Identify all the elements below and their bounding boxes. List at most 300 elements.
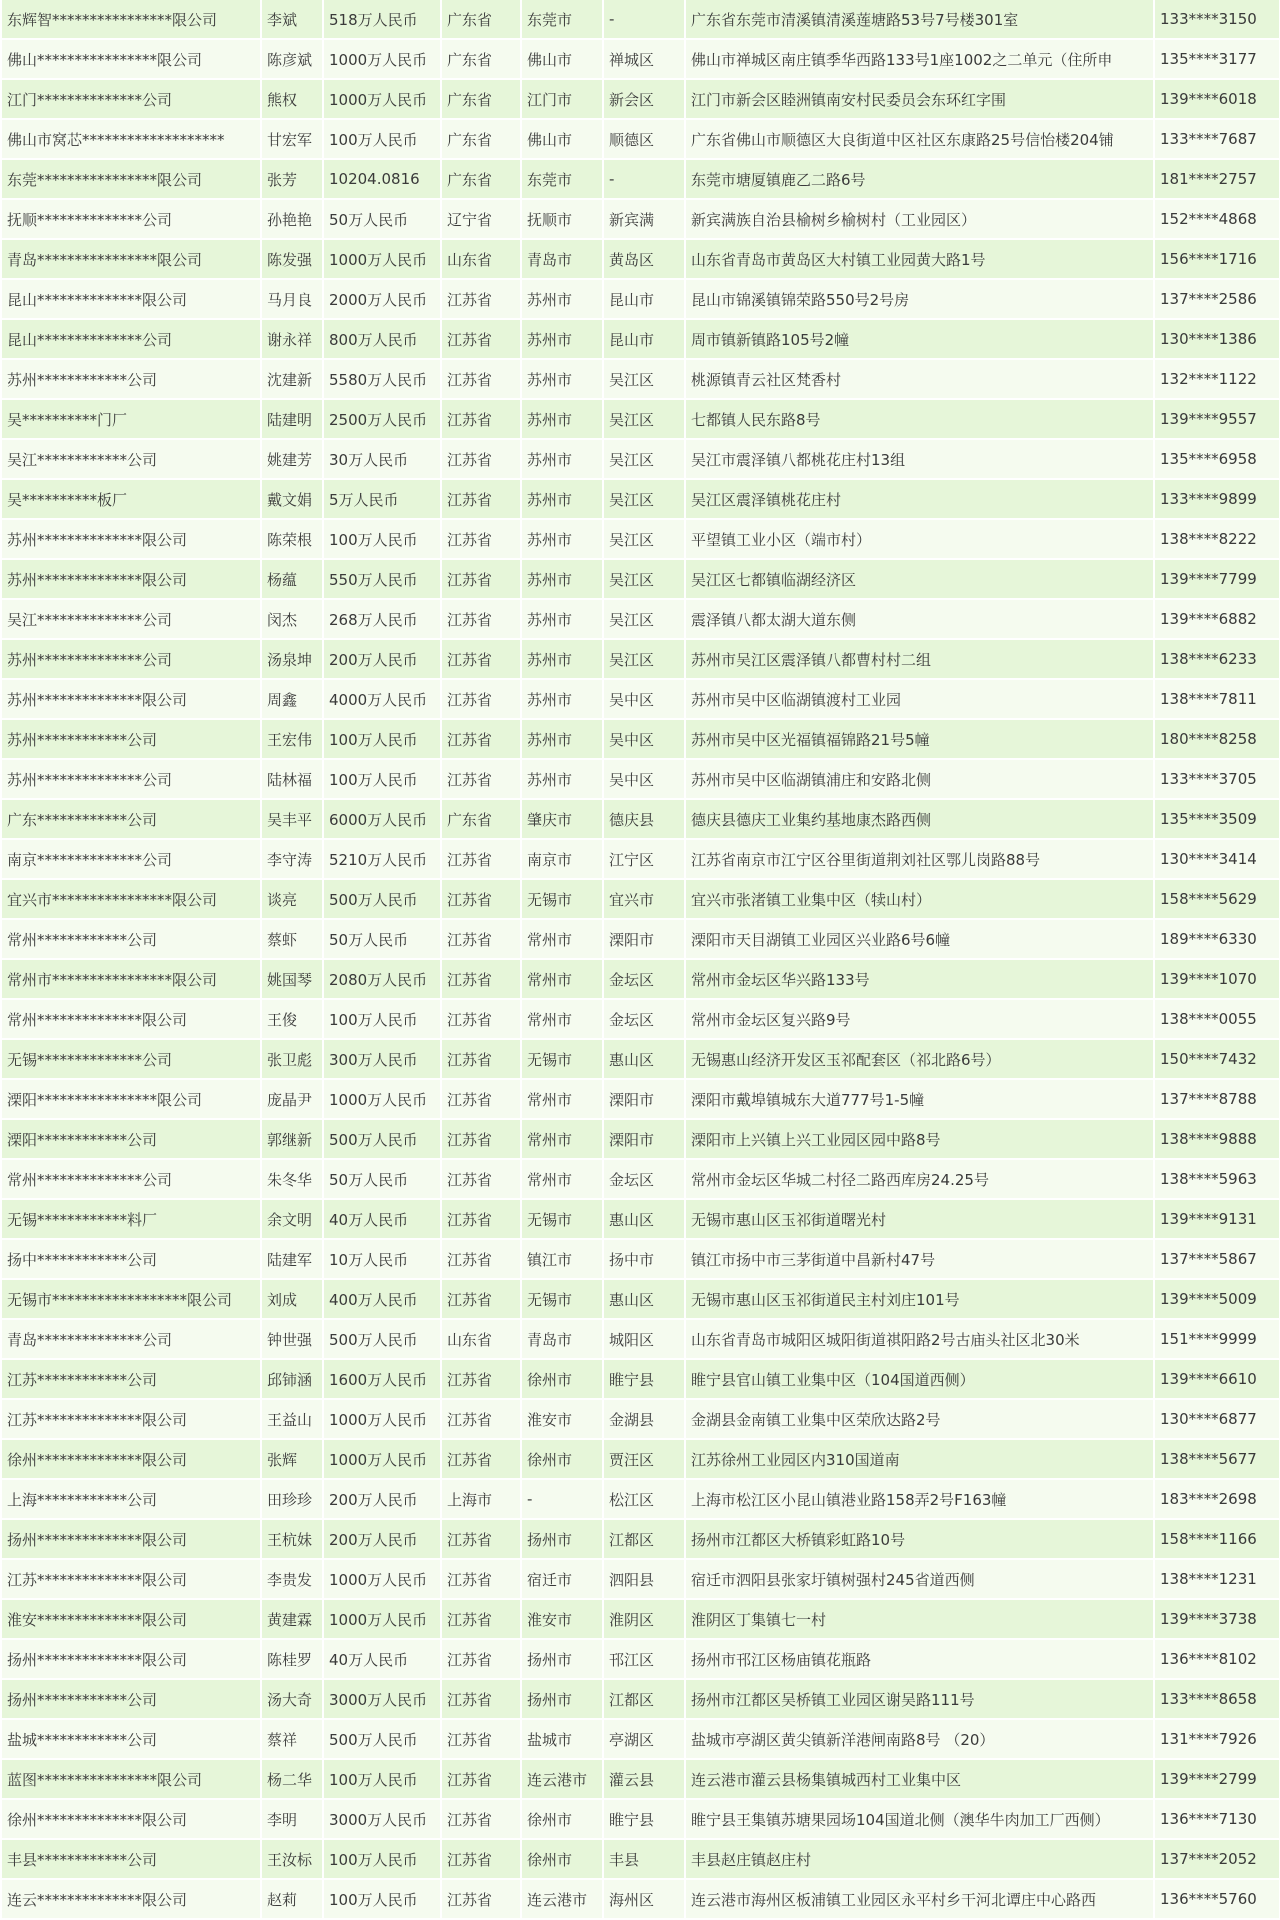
table-row bbox=[2, 1120, 1279, 1160]
contact-name-cell: 马月良 bbox=[262, 280, 324, 320]
city-cell: 苏州市 bbox=[522, 680, 604, 720]
registered-capital-cell: 100万人民币 bbox=[324, 520, 442, 560]
contact-name-cell: 陆建明 bbox=[262, 400, 324, 440]
contact-name-cell: 李守涛 bbox=[262, 840, 324, 880]
province-cell: 江苏省 bbox=[442, 600, 522, 640]
address-cell: 桃源镇青云社区梵香村 bbox=[686, 360, 1155, 400]
contact-name-cell: 吴丰平 bbox=[262, 800, 324, 840]
province-cell: 江苏省 bbox=[442, 920, 522, 960]
phone-cell: 133****9899 bbox=[1155, 480, 1279, 520]
table-body bbox=[2, 0, 1279, 1920]
city-cell: 苏州市 bbox=[522, 360, 604, 400]
phone-cell: 137****2052 bbox=[1155, 1840, 1279, 1880]
province-cell: 江苏省 bbox=[442, 360, 522, 400]
district-cell: 泗阳县 bbox=[604, 1560, 686, 1600]
district-cell: - bbox=[604, 160, 686, 200]
company-name-cell: 无锡市******************限公司 bbox=[2, 1280, 262, 1320]
province-cell: 江苏省 bbox=[442, 880, 522, 920]
company-name-cell: 吴**********板厂 bbox=[2, 480, 262, 520]
registered-capital-cell: 50万人民币 bbox=[324, 920, 442, 960]
contact-name-cell: 熊权 bbox=[262, 80, 324, 120]
phone-cell: 152****4868 bbox=[1155, 200, 1279, 240]
address-cell: 扬州市江都区大桥镇彩虹路10号 bbox=[686, 1520, 1155, 1560]
city-cell: 无锡市 bbox=[522, 1280, 604, 1320]
phone-cell: 139****9131 bbox=[1155, 1200, 1279, 1240]
company-name-cell: 上海************公司 bbox=[2, 1480, 262, 1520]
company-name-cell: 苏州**************限公司 bbox=[2, 560, 262, 600]
city-cell: 徐州市 bbox=[522, 1440, 604, 1480]
city-cell: 苏州市 bbox=[522, 640, 604, 680]
city-cell: 青岛市 bbox=[522, 240, 604, 280]
address-cell: 上海市松江区小昆山镇港业路158弄2号F163幢 bbox=[686, 1480, 1155, 1520]
address-cell: 常州市金坛区华城二村径二路西库房24.25号 bbox=[686, 1160, 1155, 1200]
contact-name-cell: 朱冬华 bbox=[262, 1160, 324, 1200]
district-cell: 邗江区 bbox=[604, 1640, 686, 1680]
address-cell: 江门市新会区睦洲镇南安村民委员会东环红字围 bbox=[686, 80, 1155, 120]
address-cell: 江苏徐州工业园区内310国道南 bbox=[686, 1440, 1155, 1480]
registered-capital-cell: 100万人民币 bbox=[324, 1000, 442, 1040]
registered-capital-cell: 200万人民币 bbox=[324, 1520, 442, 1560]
registered-capital-cell: 5580万人民币 bbox=[324, 360, 442, 400]
district-cell: 吴江区 bbox=[604, 640, 686, 680]
district-cell: 睢宁县 bbox=[604, 1800, 686, 1840]
city-cell: 连云港市 bbox=[522, 1880, 604, 1920]
district-cell: 江宁区 bbox=[604, 840, 686, 880]
phone-cell: 181****2757 bbox=[1155, 160, 1279, 200]
registered-capital-cell: 200万人民币 bbox=[324, 640, 442, 680]
company-name-cell: 吴**********门厂 bbox=[2, 400, 262, 440]
company-name-cell: 蓝图****************限公司 bbox=[2, 1760, 262, 1800]
phone-cell: 139****6610 bbox=[1155, 1360, 1279, 1400]
contact-name-cell: 李贵发 bbox=[262, 1560, 324, 1600]
table-row bbox=[2, 680, 1279, 720]
table-row bbox=[2, 800, 1279, 840]
company-name-cell: 溧阳****************限公司 bbox=[2, 1080, 262, 1120]
address-cell: 溧阳市天目湖镇工业园区兴业路6号6幢 bbox=[686, 920, 1155, 960]
district-cell: 江都区 bbox=[604, 1680, 686, 1720]
district-cell: 吴江区 bbox=[604, 560, 686, 600]
city-cell: - bbox=[522, 1480, 604, 1520]
phone-cell: 130****6877 bbox=[1155, 1400, 1279, 1440]
province-cell: 广东省 bbox=[442, 40, 522, 80]
company-name-cell: 苏州**************限公司 bbox=[2, 520, 262, 560]
district-cell: 江都区 bbox=[604, 1520, 686, 1560]
company-name-cell: 徐州**************限公司 bbox=[2, 1440, 262, 1480]
registered-capital-cell: 100万人民币 bbox=[324, 120, 442, 160]
table-row bbox=[2, 520, 1279, 560]
registered-capital-cell: 800万人民币 bbox=[324, 320, 442, 360]
contact-name-cell: 陈桂罗 bbox=[262, 1640, 324, 1680]
table-row bbox=[2, 1640, 1279, 1680]
contact-name-cell: 杨蕴 bbox=[262, 560, 324, 600]
contact-name-cell: 戴文娟 bbox=[262, 480, 324, 520]
phone-cell: 139****5009 bbox=[1155, 1280, 1279, 1320]
company-name-cell: 溧阳************公司 bbox=[2, 1120, 262, 1160]
registered-capital-cell: 300万人民币 bbox=[324, 1040, 442, 1080]
company-name-cell: 苏州**************公司 bbox=[2, 760, 262, 800]
contact-name-cell: 沈建新 bbox=[262, 360, 324, 400]
address-cell: 连云港市海州区板浦镇工业园区永平村乡干河北谭庄中心路西 bbox=[686, 1880, 1155, 1920]
phone-cell: 133****3705 bbox=[1155, 760, 1279, 800]
province-cell: 江苏省 bbox=[442, 1520, 522, 1560]
province-cell: 江苏省 bbox=[442, 1280, 522, 1320]
city-cell: 扬州市 bbox=[522, 1640, 604, 1680]
registered-capital-cell: 100万人民币 bbox=[324, 1880, 442, 1920]
address-cell: 震泽镇八都太湖大道东侧 bbox=[686, 600, 1155, 640]
address-cell: 山东省青岛市黄岛区大村镇工业园黄大路1号 bbox=[686, 240, 1155, 280]
table-row bbox=[2, 960, 1279, 1000]
registered-capital-cell: 1000万人民币 bbox=[324, 1080, 442, 1120]
table-row bbox=[2, 1160, 1279, 1200]
province-cell: 广东省 bbox=[442, 80, 522, 120]
district-cell: 金坛区 bbox=[604, 1000, 686, 1040]
table-row bbox=[2, 400, 1279, 440]
table-row bbox=[2, 40, 1279, 80]
phone-cell: 131****7926 bbox=[1155, 1720, 1279, 1760]
table-row bbox=[2, 1800, 1279, 1840]
address-cell: 无锡惠山经济开发区玉祁配套区（祁北路6号） bbox=[686, 1040, 1155, 1080]
phone-cell: 135****3177 bbox=[1155, 40, 1279, 80]
table-row bbox=[2, 1040, 1279, 1080]
address-cell: 扬州市江都区吴桥镇工业园区谢吴路111号 bbox=[686, 1680, 1155, 1720]
city-cell: 苏州市 bbox=[522, 480, 604, 520]
registered-capital-cell: 10204.0816 bbox=[324, 160, 442, 200]
address-cell: 金湖县金南镇工业集中区荣欣达路2号 bbox=[686, 1400, 1155, 1440]
table-row bbox=[2, 280, 1279, 320]
table-row bbox=[2, 840, 1279, 880]
address-cell: 江苏省南京市江宁区谷里街道荆刘社区鄂儿岗路88号 bbox=[686, 840, 1155, 880]
contact-name-cell: 李斌 bbox=[262, 0, 324, 40]
table-row bbox=[2, 920, 1279, 960]
registered-capital-cell: 1000万人民币 bbox=[324, 1400, 442, 1440]
company-name-cell: 苏州************公司 bbox=[2, 720, 262, 760]
province-cell: 江苏省 bbox=[442, 680, 522, 720]
province-cell: 江苏省 bbox=[442, 640, 522, 680]
company-name-cell: 抚顺**************公司 bbox=[2, 200, 262, 240]
contact-name-cell: 王杭妹 bbox=[262, 1520, 324, 1560]
phone-cell: 158****5629 bbox=[1155, 880, 1279, 920]
registered-capital-cell: 1000万人民币 bbox=[324, 1440, 442, 1480]
company-name-cell: 扬州************公司 bbox=[2, 1680, 262, 1720]
city-cell: 扬州市 bbox=[522, 1680, 604, 1720]
table-row bbox=[2, 1720, 1279, 1760]
table-row bbox=[2, 720, 1279, 760]
registered-capital-cell: 100万人民币 bbox=[324, 1840, 442, 1880]
table-row bbox=[2, 1520, 1279, 1560]
company-name-cell: 佛山****************限公司 bbox=[2, 40, 262, 80]
phone-cell: 138****0055 bbox=[1155, 1000, 1279, 1040]
province-cell: 江苏省 bbox=[442, 1080, 522, 1120]
city-cell: 扬州市 bbox=[522, 1520, 604, 1560]
table-row bbox=[2, 1600, 1279, 1640]
table-row bbox=[2, 1760, 1279, 1800]
province-cell: 江苏省 bbox=[442, 1360, 522, 1400]
address-cell: 新宾满族自治县榆树乡榆树村（工业园区） bbox=[686, 200, 1155, 240]
phone-cell: 138****5677 bbox=[1155, 1440, 1279, 1480]
registered-capital-cell: 518万人民币 bbox=[324, 0, 442, 40]
province-cell: 江苏省 bbox=[442, 1160, 522, 1200]
contact-name-cell: 黄建霖 bbox=[262, 1600, 324, 1640]
table-row bbox=[2, 600, 1279, 640]
contact-name-cell: 王汝标 bbox=[262, 1840, 324, 1880]
province-cell: 江苏省 bbox=[442, 1640, 522, 1680]
address-cell: 广东省佛山市顺德区大良街道中区社区东康路25号信怡楼204铺 bbox=[686, 120, 1155, 160]
address-cell: 无锡市惠山区玉祁街道民主村刘庄101号 bbox=[686, 1280, 1155, 1320]
company-name-cell: 南京**************公司 bbox=[2, 840, 262, 880]
address-cell: 连云港市灌云县杨集镇城西村工业集中区 bbox=[686, 1760, 1155, 1800]
table-row bbox=[2, 1480, 1279, 1520]
address-cell: 七都镇人民东路8号 bbox=[686, 400, 1155, 440]
contact-name-cell: 田珍珍 bbox=[262, 1480, 324, 1520]
province-cell: 江苏省 bbox=[442, 480, 522, 520]
registered-capital-cell: 1000万人民币 bbox=[324, 240, 442, 280]
company-name-cell: 常州**************限公司 bbox=[2, 1000, 262, 1040]
district-cell: 吴江区 bbox=[604, 600, 686, 640]
phone-cell: 136****7130 bbox=[1155, 1800, 1279, 1840]
table-row bbox=[2, 640, 1279, 680]
district-cell: - bbox=[604, 0, 686, 40]
registered-capital-cell: 500万人民币 bbox=[324, 1720, 442, 1760]
contact-name-cell: 姚国琴 bbox=[262, 960, 324, 1000]
registered-capital-cell: 500万人民币 bbox=[324, 1320, 442, 1360]
province-cell: 江苏省 bbox=[442, 1120, 522, 1160]
company-name-cell: 江苏**************限公司 bbox=[2, 1400, 262, 1440]
contact-name-cell: 蔡虾 bbox=[262, 920, 324, 960]
district-cell: 惠山区 bbox=[604, 1040, 686, 1080]
district-cell: 淮阴区 bbox=[604, 1600, 686, 1640]
district-cell: 吴中区 bbox=[604, 760, 686, 800]
phone-cell: 137****5867 bbox=[1155, 1240, 1279, 1280]
province-cell: 江苏省 bbox=[442, 720, 522, 760]
company-name-cell: 苏州************公司 bbox=[2, 360, 262, 400]
table-row bbox=[2, 160, 1279, 200]
phone-cell: 139****1070 bbox=[1155, 960, 1279, 1000]
company-name-cell: 吴江************公司 bbox=[2, 440, 262, 480]
contact-name-cell: 孙艳艳 bbox=[262, 200, 324, 240]
district-cell: 睢宁县 bbox=[604, 1360, 686, 1400]
district-cell: 吴中区 bbox=[604, 720, 686, 760]
contact-name-cell: 汤大奇 bbox=[262, 1680, 324, 1720]
province-cell: 江苏省 bbox=[442, 1680, 522, 1720]
contact-name-cell: 汤泉坤 bbox=[262, 640, 324, 680]
phone-cell: 138****1231 bbox=[1155, 1560, 1279, 1600]
phone-cell: 133****3150 bbox=[1155, 0, 1279, 40]
contact-name-cell: 王益山 bbox=[262, 1400, 324, 1440]
table-row bbox=[2, 1440, 1279, 1480]
district-cell: 昆山市 bbox=[604, 280, 686, 320]
city-cell: 抚顺市 bbox=[522, 200, 604, 240]
district-cell: 亭湖区 bbox=[604, 1720, 686, 1760]
contact-name-cell: 庞晶尹 bbox=[262, 1080, 324, 1120]
table-row bbox=[2, 440, 1279, 480]
phone-cell: 139****3738 bbox=[1155, 1600, 1279, 1640]
company-name-cell: 东莞****************限公司 bbox=[2, 160, 262, 200]
address-cell: 睢宁县王集镇苏塘果园场104国道北侧（澳华牛肉加工厂西侧） bbox=[686, 1800, 1155, 1840]
registered-capital-cell: 5万人民币 bbox=[324, 480, 442, 520]
address-cell: 周市镇新镇路105号2幢 bbox=[686, 320, 1155, 360]
district-cell: 灌云县 bbox=[604, 1760, 686, 1800]
registered-capital-cell: 500万人民币 bbox=[324, 880, 442, 920]
city-cell: 淮安市 bbox=[522, 1600, 604, 1640]
table-row bbox=[2, 1400, 1279, 1440]
company-name-cell: 青岛**************公司 bbox=[2, 1320, 262, 1360]
registered-capital-cell: 200万人民币 bbox=[324, 1480, 442, 1520]
company-name-cell: 东辉智****************限公司 bbox=[2, 0, 262, 40]
address-cell: 吴江区震泽镇桃花庄村 bbox=[686, 480, 1155, 520]
address-cell: 吴江区七都镇临湖经济区 bbox=[686, 560, 1155, 600]
phone-cell: 138****9888 bbox=[1155, 1120, 1279, 1160]
district-cell: 禅城区 bbox=[604, 40, 686, 80]
province-cell: 江苏省 bbox=[442, 400, 522, 440]
table-row bbox=[2, 360, 1279, 400]
phone-cell: 133****7687 bbox=[1155, 120, 1279, 160]
province-cell: 江苏省 bbox=[442, 1760, 522, 1800]
registered-capital-cell: 4000万人民币 bbox=[324, 680, 442, 720]
company-name-cell: 广东************公司 bbox=[2, 800, 262, 840]
phone-cell: 138****5963 bbox=[1155, 1160, 1279, 1200]
address-cell: 苏州市吴中区临湖镇浦庄和安路北侧 bbox=[686, 760, 1155, 800]
city-cell: 常州市 bbox=[522, 1000, 604, 1040]
address-cell: 常州市金坛区复兴路9号 bbox=[686, 1000, 1155, 1040]
city-cell: 徐州市 bbox=[522, 1360, 604, 1400]
province-cell: 江苏省 bbox=[442, 760, 522, 800]
table-row bbox=[2, 1080, 1279, 1120]
company-name-cell: 丰县************公司 bbox=[2, 1840, 262, 1880]
province-cell: 江苏省 bbox=[442, 1800, 522, 1840]
city-cell: 常州市 bbox=[522, 1160, 604, 1200]
province-cell: 江苏省 bbox=[442, 1840, 522, 1880]
city-cell: 肇庆市 bbox=[522, 800, 604, 840]
contact-name-cell: 张芳 bbox=[262, 160, 324, 200]
province-cell: 山东省 bbox=[442, 1320, 522, 1360]
table-row bbox=[2, 480, 1279, 520]
contact-name-cell: 陆林福 bbox=[262, 760, 324, 800]
company-name-cell: 江苏**************限公司 bbox=[2, 1560, 262, 1600]
table-row bbox=[2, 0, 1279, 40]
district-cell: 新宾满 bbox=[604, 200, 686, 240]
district-cell: 新会区 bbox=[604, 80, 686, 120]
phone-cell: 139****9557 bbox=[1155, 400, 1279, 440]
table-row bbox=[2, 1840, 1279, 1880]
contact-name-cell: 赵莉 bbox=[262, 1880, 324, 1920]
province-cell: 江苏省 bbox=[442, 320, 522, 360]
registered-capital-cell: 550万人民币 bbox=[324, 560, 442, 600]
contact-name-cell: 姚建芳 bbox=[262, 440, 324, 480]
registered-capital-cell: 2000万人民币 bbox=[324, 280, 442, 320]
phone-cell: 137****2586 bbox=[1155, 280, 1279, 320]
company-name-cell: 无锡************料厂 bbox=[2, 1200, 262, 1240]
district-cell: 松江区 bbox=[604, 1480, 686, 1520]
company-name-cell: 昆山**************公司 bbox=[2, 320, 262, 360]
province-cell: 山东省 bbox=[442, 240, 522, 280]
contact-name-cell: 谈亮 bbox=[262, 880, 324, 920]
province-cell: 广东省 bbox=[442, 800, 522, 840]
phone-cell: 135****3509 bbox=[1155, 800, 1279, 840]
phone-cell: 138****6233 bbox=[1155, 640, 1279, 680]
table-row bbox=[2, 1240, 1279, 1280]
registered-capital-cell: 50万人民币 bbox=[324, 200, 442, 240]
address-cell: 东莞市塘厦镇鹿乙二路6号 bbox=[686, 160, 1155, 200]
district-cell: 溧阳市 bbox=[604, 1080, 686, 1120]
phone-cell: 133****8658 bbox=[1155, 1680, 1279, 1720]
company-name-cell: 盐城************公司 bbox=[2, 1720, 262, 1760]
table-row bbox=[2, 120, 1279, 160]
company-name-cell: 无锡**************公司 bbox=[2, 1040, 262, 1080]
address-cell: 溧阳市上兴镇上兴工业园区园中路8号 bbox=[686, 1120, 1155, 1160]
city-cell: 徐州市 bbox=[522, 1800, 604, 1840]
company-name-cell: 吴江**************公司 bbox=[2, 600, 262, 640]
province-cell: 广东省 bbox=[442, 0, 522, 40]
address-cell: 溧阳市戴埠镇城东大道777号1-5幢 bbox=[686, 1080, 1155, 1120]
province-cell: 江苏省 bbox=[442, 1600, 522, 1640]
district-cell: 贾汪区 bbox=[604, 1440, 686, 1480]
registered-capital-cell: 3000万人民币 bbox=[324, 1680, 442, 1720]
city-cell: 苏州市 bbox=[522, 760, 604, 800]
province-cell: 江苏省 bbox=[442, 1720, 522, 1760]
address-cell: 山东省青岛市城阳区城阳街道祺阳路2号古庙头社区北30米 bbox=[686, 1320, 1155, 1360]
district-cell: 昆山市 bbox=[604, 320, 686, 360]
address-cell: 昆山市锦溪镇锦荣路550号2号房 bbox=[686, 280, 1155, 320]
district-cell: 吴中区 bbox=[604, 680, 686, 720]
province-cell: 江苏省 bbox=[442, 440, 522, 480]
city-cell: 苏州市 bbox=[522, 560, 604, 600]
contact-name-cell: 杨二华 bbox=[262, 1760, 324, 1800]
phone-cell: 139****6018 bbox=[1155, 80, 1279, 120]
district-cell: 溧阳市 bbox=[604, 920, 686, 960]
phone-cell: 130****3414 bbox=[1155, 840, 1279, 880]
city-cell: 江门市 bbox=[522, 80, 604, 120]
table-row bbox=[2, 240, 1279, 280]
city-cell: 东莞市 bbox=[522, 160, 604, 200]
province-cell: 江苏省 bbox=[442, 840, 522, 880]
district-cell: 黄岛区 bbox=[604, 240, 686, 280]
district-cell: 吴江区 bbox=[604, 520, 686, 560]
address-cell: 苏州市吴中区光福镇福锦路21号5幢 bbox=[686, 720, 1155, 760]
city-cell: 苏州市 bbox=[522, 320, 604, 360]
address-cell: 广东省东莞市清溪镇清溪莲塘路53号7号楼301室 bbox=[686, 0, 1155, 40]
address-cell: 苏州市吴江区震泽镇八都曹村村二组 bbox=[686, 640, 1155, 680]
contact-name-cell: 周鑫 bbox=[262, 680, 324, 720]
city-cell: 宿迁市 bbox=[522, 1560, 604, 1600]
registered-capital-cell: 100万人民币 bbox=[324, 1760, 442, 1800]
province-cell: 江苏省 bbox=[442, 1200, 522, 1240]
city-cell: 苏州市 bbox=[522, 520, 604, 560]
province-cell: 江苏省 bbox=[442, 1880, 522, 1920]
city-cell: 常州市 bbox=[522, 920, 604, 960]
contact-name-cell: 陈发强 bbox=[262, 240, 324, 280]
contact-name-cell: 陈荣根 bbox=[262, 520, 324, 560]
phone-cell: 156****1716 bbox=[1155, 240, 1279, 280]
contact-name-cell: 邱铈涵 bbox=[262, 1360, 324, 1400]
district-cell: 海州区 bbox=[604, 1880, 686, 1920]
registered-capital-cell: 500万人民币 bbox=[324, 1120, 442, 1160]
city-cell: 常州市 bbox=[522, 1120, 604, 1160]
city-cell: 苏州市 bbox=[522, 280, 604, 320]
city-cell: 苏州市 bbox=[522, 400, 604, 440]
table-row bbox=[2, 1880, 1279, 1920]
address-cell: 佛山市禅城区南庄镇季华西路133号1座1002之二单元（住所申 bbox=[686, 40, 1155, 80]
registered-capital-cell: 1000万人民币 bbox=[324, 40, 442, 80]
address-cell: 宿迁市泗阳县张家圩镇树强村245省道西侧 bbox=[686, 1560, 1155, 1600]
table-row bbox=[2, 1000, 1279, 1040]
contact-name-cell: 刘成 bbox=[262, 1280, 324, 1320]
phone-cell: 132****1122 bbox=[1155, 360, 1279, 400]
city-cell: 常州市 bbox=[522, 960, 604, 1000]
company-name-cell: 江门**************公司 bbox=[2, 80, 262, 120]
table-row bbox=[2, 1560, 1279, 1600]
company-name-cell: 昆山**************限公司 bbox=[2, 280, 262, 320]
city-cell: 无锡市 bbox=[522, 1200, 604, 1240]
